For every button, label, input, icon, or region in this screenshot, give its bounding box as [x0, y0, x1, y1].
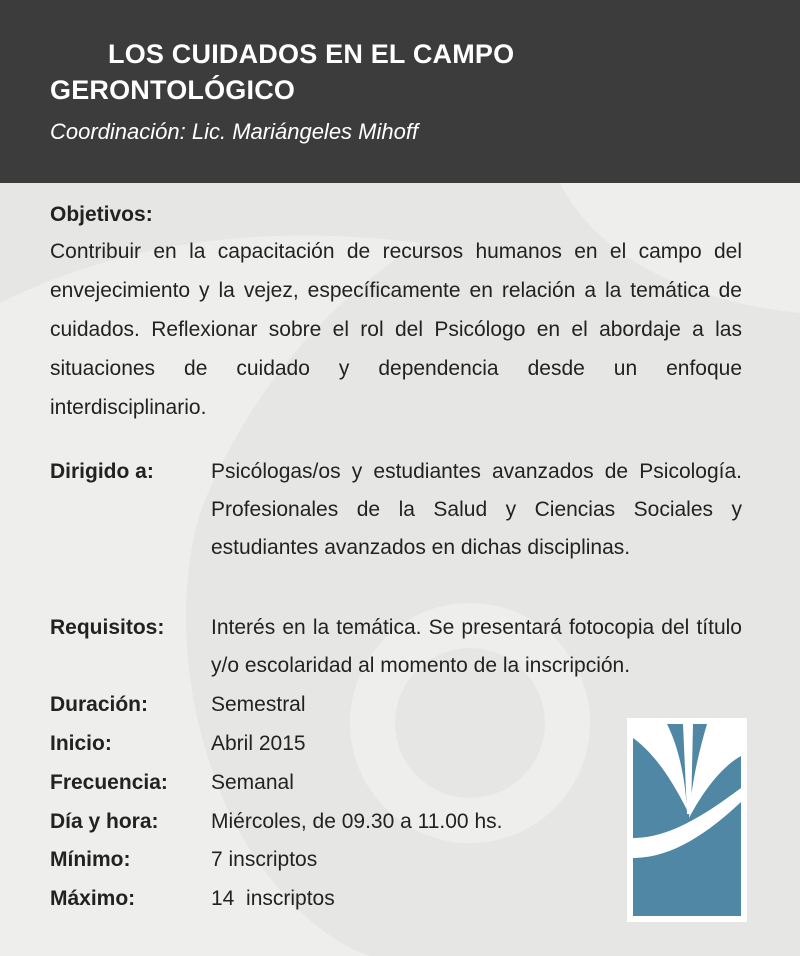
- coordination-text: Coordinación: Lic. Mariángeles Mihoff: [50, 119, 419, 144]
- institution-logo-icon: [627, 718, 747, 922]
- objetivos-text: Contribuir en la capacitación de recursos humanos en el campo del envejecimiento y la vejez, específicamente en relación a la temática de cuidados. Reflexionar sobre el rol del Psicólogo en el abordaje a las situaciones de cuidado y dependencia desde un enfoque interdisciplinario.: [50, 240, 742, 419]
- detail-value: Semanal: [211, 771, 294, 794]
- detail-label: Frecuencia:: [50, 771, 168, 794]
- detail-value: Miércoles, de 09.30 a 11.00 hs.: [211, 810, 503, 833]
- course-info: [50, 200, 742, 910]
- detail-label: Requisitos:: [50, 616, 165, 639]
- objetivos-label: Objetivos:: [50, 203, 153, 226]
- detail-label: Dirigido a:: [50, 460, 154, 483]
- detail-label: Día y hora:: [50, 810, 159, 833]
- detail-value: Psicólogas/os y estudiantes avanzados de Psicología. Profesionales de la Salud y Ciencias Sociales y estudiantes avanzados en dichas disciplinas.: [211, 460, 742, 559]
- detail-value: 14 inscriptos: [211, 887, 335, 910]
- detail-value: Semestral: [211, 693, 306, 716]
- detail-value: Interés en la temática. Se presentará fotocopia del título y/o escolaridad al momento de la inscripción.: [211, 616, 742, 677]
- detail-label: Máximo:: [50, 887, 136, 910]
- detail-value: Abril 2015: [211, 732, 306, 755]
- detail-label: Duración:: [50, 693, 149, 716]
- detail-label: Inicio:: [50, 732, 112, 755]
- detail-label: Mínimo:: [50, 848, 131, 871]
- detail-value: 7 inscriptos: [211, 848, 318, 871]
- page-title: LOS CUIDADOS EN EL CAMPO GERONTOLÓGICO: [50, 39, 515, 105]
- header-banner: [0, 0, 800, 183]
